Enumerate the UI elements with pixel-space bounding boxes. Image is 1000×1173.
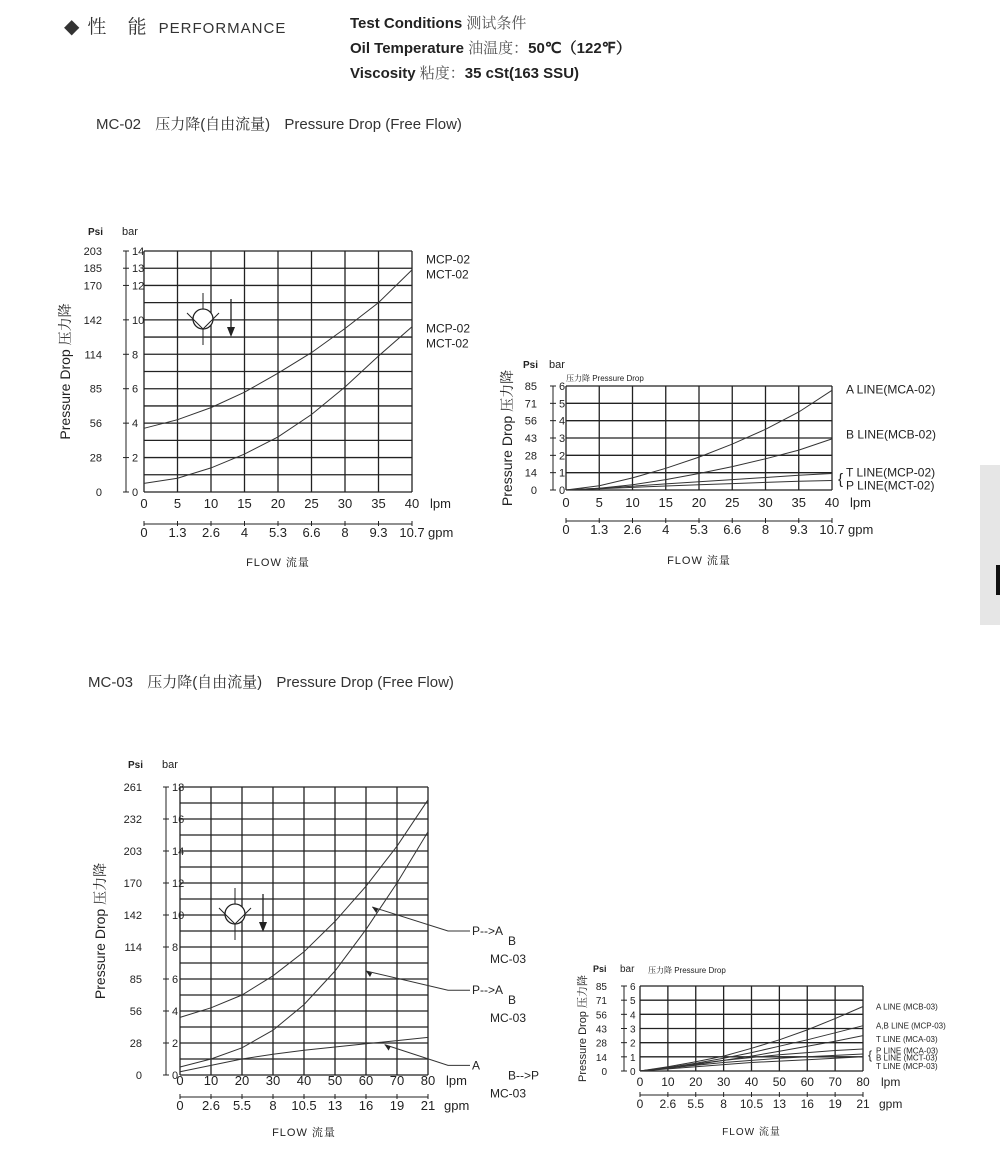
- x-tick-label-lpm: 20: [691, 495, 707, 510]
- x-axis-title: FLOW 流量: [272, 1127, 336, 1139]
- x-tick-label-lpm: 25: [304, 496, 319, 511]
- series-label: B LINE (MCT-03): [876, 1053, 938, 1063]
- series-label: P LINE(MCT-02): [846, 478, 935, 493]
- y-tick-label-bar: 6: [172, 974, 179, 986]
- y-tick-label-psi: 203: [83, 246, 102, 258]
- x-tick-label-lpm: 10: [203, 1073, 219, 1088]
- x-tick-label-gpm: 4: [240, 525, 249, 540]
- x-tick-label-gpm: 0: [176, 1098, 184, 1113]
- y-tick-label-bar: 4: [559, 415, 566, 428]
- x-unit-lpm: lpm: [446, 1073, 467, 1088]
- annotation-model: MC-03: [490, 952, 527, 966]
- y-tick-label-bar: 10: [172, 910, 185, 922]
- y-tick-label-psi: 71: [524, 398, 537, 411]
- x-tick-label-gpm: 5.3: [689, 522, 709, 537]
- annotation-label-b: B: [508, 934, 517, 948]
- series-label: B LINE(MCB-02): [846, 427, 937, 442]
- y-tick-label-psi: 14: [524, 467, 537, 480]
- annotation-label-b: B: [508, 993, 517, 1008]
- series-label: A LINE(MCA-02): [846, 382, 936, 397]
- chart-mc03-main: [92, 759, 539, 1139]
- brace-icon: {: [838, 471, 844, 489]
- series-label: MCT-02: [426, 336, 469, 351]
- x-tick-label-lpm: 5: [173, 496, 182, 511]
- section-en: Pressure Drop (Free Flow): [284, 116, 462, 133]
- y-unit-bar: bar: [162, 759, 178, 771]
- brace-icon: {: [868, 1048, 873, 1062]
- series-label: A,B LINE (MCP-03): [876, 1021, 946, 1031]
- chart-subtitle: 压力降 Pressure Drop: [566, 374, 644, 383]
- x-tick-label-lpm: 0: [176, 1073, 184, 1088]
- y-tick-label-bar: 2: [559, 450, 566, 463]
- x-tick-label-lpm: 0: [636, 1075, 644, 1089]
- section-model: MC-03: [88, 674, 134, 691]
- x-tick-label-gpm: 5.5: [232, 1098, 252, 1113]
- x-tick-label-lpm: 20: [689, 1075, 703, 1089]
- annotation-leader: [366, 971, 470, 990]
- x-tick-label-gpm: 10.5: [739, 1097, 764, 1111]
- x-tick-label-lpm: 40: [744, 1075, 759, 1089]
- x-tick-label-gpm: 10.5: [291, 1098, 317, 1113]
- x-tick-label-lpm: 20: [234, 1073, 250, 1088]
- series-label: A LINE (MCB-03): [876, 1002, 938, 1012]
- y-tick-label-bar: 4: [132, 418, 139, 431]
- series-label: T LINE (MCP-03): [876, 1062, 938, 1072]
- x-tick-label-gpm: 10.7: [819, 522, 845, 537]
- y-tick-label-psi: 0: [601, 1067, 607, 1078]
- x-tick-label-lpm: 80: [420, 1073, 436, 1088]
- y-tick-label-bar: 5: [630, 996, 636, 1008]
- y-tick-label-psi: 114: [124, 942, 142, 954]
- y-unit-psi: Psi: [88, 227, 104, 238]
- section-cn: 压力降(自由流量): [155, 116, 271, 133]
- x-unit-gpm: gpm: [444, 1098, 470, 1113]
- y-tick-label-bar: 1: [559, 467, 566, 480]
- y-tick-label-bar: 0: [132, 487, 139, 499]
- x-tick-label-lpm: 0: [562, 495, 570, 510]
- y-tick-label-bar: 6: [559, 381, 566, 393]
- x-unit-gpm: gpm: [879, 1097, 903, 1111]
- y-tick-label-psi: 28: [524, 450, 537, 463]
- x-tick-label-gpm: 5.5: [687, 1097, 705, 1111]
- x-tick-label-gpm: 1.3: [590, 522, 609, 537]
- x-tick-label-lpm: 20: [270, 496, 286, 511]
- y-tick-label-psi: 14: [595, 1052, 607, 1064]
- y-tick-label-psi: 261: [123, 782, 142, 794]
- chart-mc02-main: [57, 226, 470, 569]
- x-tick-label-lpm: 30: [758, 495, 773, 510]
- x-tick-label-gpm: 19: [828, 1097, 842, 1111]
- y-tick-label-bar: 0: [630, 1067, 636, 1078]
- y-tick-label-bar: 18: [172, 782, 185, 794]
- x-tick-label-gpm: 8: [341, 525, 349, 540]
- y-tick-label-psi: 28: [595, 1038, 607, 1050]
- x-tick-label-lpm: 10: [625, 495, 640, 510]
- heading-cn: 性 能: [87, 17, 155, 38]
- x-tick-label-gpm: 9.3: [789, 522, 808, 537]
- chart-mc02-lines: [499, 359, 936, 567]
- y-tick-label-bar: 5: [559, 398, 566, 411]
- x-tick-label-lpm: 25: [725, 495, 740, 510]
- x-tick-label-lpm: 35: [791, 495, 806, 510]
- y-tick-label-bar: 8: [172, 942, 179, 954]
- x-axis-title: FLOW 流量: [246, 557, 310, 569]
- y-tick-label-bar: 16: [172, 814, 185, 826]
- x-tick-label-gpm: 2.6: [201, 1098, 221, 1113]
- y-tick-label-psi: 56: [524, 415, 537, 428]
- page-edge-tab: [980, 465, 1000, 625]
- x-tick-label-lpm: 40: [404, 496, 420, 511]
- check-valve-icon: [193, 309, 213, 329]
- y-tick-label-bar: 12: [132, 280, 145, 293]
- annotation-model: MC-03: [490, 1011, 527, 1026]
- y-unit-bar: bar: [549, 359, 565, 371]
- page-edge-marker: [996, 565, 1000, 595]
- annotation-leader: [372, 907, 470, 931]
- x-tick-label-lpm: 35: [371, 496, 386, 511]
- series-label: T LINE (MCA-03): [876, 1035, 938, 1045]
- oil-temperature-label: Oil Temperature: [350, 40, 464, 57]
- check-valve-icon: [225, 904, 245, 924]
- section-cn: 压力降(自由流量): [147, 674, 263, 691]
- x-tick-label-gpm: 0: [636, 1097, 644, 1111]
- y-tick-label-bar: 4: [172, 1006, 179, 1018]
- y-tick-label-psi: 85: [129, 974, 142, 986]
- x-tick-label-gpm: 0: [140, 525, 148, 540]
- x-tick-label-gpm: 2.6: [623, 522, 642, 537]
- viscosity-cn: 粘度：: [419, 65, 465, 82]
- x-axis-title: FLOW 流量: [722, 1127, 781, 1138]
- y-tick-label-psi: 85: [524, 381, 537, 393]
- y-tick-label-psi: 71: [595, 996, 607, 1008]
- x-tick-label-gpm: 2.6: [659, 1097, 677, 1111]
- y-tick-label-psi: 170: [123, 878, 142, 890]
- y-tick-label-psi: 28: [129, 1038, 142, 1050]
- y-tick-label-bar: 4: [630, 1010, 636, 1022]
- oil-temperature-cn: 油温度：: [468, 40, 529, 57]
- y-tick-label-psi: 56: [595, 1010, 607, 1022]
- chart-mc03-lines: [575, 964, 946, 1138]
- x-tick-label-lpm: 60: [358, 1073, 374, 1088]
- x-tick-label-gpm: 6.6: [723, 522, 742, 537]
- y-tick-label-psi: 43: [595, 1024, 607, 1036]
- x-tick-label-gpm: 19: [389, 1098, 405, 1113]
- annotation-label-b: B-->P: [508, 1068, 540, 1083]
- x-tick-label-lpm: 15: [658, 495, 673, 510]
- y-tick-label-bar: 6: [132, 383, 139, 396]
- x-tick-label-lpm: 60: [800, 1075, 814, 1089]
- x-tick-label-lpm: 5: [595, 495, 603, 510]
- series-label: MCT-02: [426, 267, 469, 282]
- y-axis-title: Pressure Drop 压力降: [57, 303, 73, 440]
- series-label: MCP-02: [426, 321, 471, 336]
- y-tick-label-bar: 3: [559, 433, 566, 445]
- section-model: MC-02: [96, 116, 142, 133]
- x-unit-gpm: gpm: [428, 525, 454, 540]
- x-tick-label-lpm: 70: [828, 1075, 842, 1089]
- annotation-label: P-->A: [472, 924, 504, 938]
- y-tick-label-bar: 2: [172, 1038, 179, 1050]
- y-tick-label-bar: 13: [132, 263, 145, 276]
- x-axis-title: FLOW 流量: [667, 555, 731, 567]
- y-tick-label-psi: 85: [89, 383, 102, 396]
- annotation-label: P-->A: [472, 983, 504, 998]
- y-tick-label-psi: 142: [83, 314, 102, 327]
- y-tick-label-psi: 28: [89, 452, 102, 465]
- x-tick-label-lpm: 15: [237, 496, 252, 511]
- y-axis-title: Pressure Drop 压力降: [92, 862, 108, 1000]
- x-tick-label-lpm: 10: [661, 1075, 675, 1089]
- x-tick-label-lpm: 30: [716, 1075, 731, 1089]
- x-tick-label-lpm: 40: [296, 1073, 312, 1088]
- x-tick-label-lpm: 50: [772, 1075, 787, 1089]
- x-tick-label-gpm: 10.7: [399, 525, 425, 540]
- x-tick-label-gpm: 0: [562, 522, 570, 537]
- y-tick-label-bar: 10: [132, 314, 145, 327]
- x-tick-label-gpm: 21: [856, 1097, 870, 1111]
- y-tick-label-bar: 14: [172, 846, 185, 858]
- viscosity-value: 35 cSt(163 SSU): [464, 65, 580, 82]
- y-unit-psi: Psi: [523, 360, 539, 371]
- y-tick-label-psi: 56: [89, 418, 102, 431]
- y-tick-label-bar: 2: [132, 452, 139, 465]
- y-tick-label-psi: 142: [123, 910, 142, 922]
- x-tick-label-gpm: 5.3: [268, 525, 288, 540]
- series-label: MCP-02: [426, 252, 471, 267]
- series-label: T LINE(MCP-02): [846, 465, 936, 480]
- x-tick-label-lpm: 40: [824, 495, 840, 510]
- x-unit-lpm: lpm: [430, 496, 451, 511]
- y-unit-psi: Psi: [593, 964, 607, 974]
- annotation-label: A: [472, 1058, 481, 1073]
- chart-subtitle: 压力降 Pressure Drop: [648, 966, 726, 975]
- x-tick-label-gpm: 16: [800, 1097, 814, 1111]
- y-tick-label-bar: 14: [132, 246, 145, 258]
- annotation-model: MC-03: [490, 1086, 527, 1101]
- viscosity-label: Viscosity: [350, 65, 416, 82]
- x-tick-label-gpm: 2.6: [201, 525, 221, 540]
- x-unit-lpm: lpm: [850, 495, 871, 510]
- y-tick-label-psi: 85: [595, 982, 607, 993]
- x-tick-label-gpm: 8: [269, 1098, 277, 1113]
- x-tick-label-lpm: 70: [389, 1073, 405, 1088]
- y-tick-label-psi: 232: [123, 814, 142, 826]
- y-tick-label-bar: 6: [630, 982, 636, 993]
- section-en: Pressure Drop (Free Flow): [276, 674, 454, 691]
- y-tick-label-bar: 1: [630, 1052, 636, 1064]
- y-tick-label-psi: 0: [135, 1070, 142, 1082]
- x-tick-label-gpm: 4: [662, 522, 670, 537]
- y-tick-label-bar: 12: [172, 878, 185, 890]
- y-axis-title: Pressure Drop 压力降: [499, 369, 515, 507]
- x-tick-label-lpm: 0: [140, 496, 148, 511]
- x-tick-label-gpm: 21: [420, 1098, 436, 1113]
- x-tick-label-lpm: 50: [327, 1073, 343, 1088]
- y-tick-label-bar: 3: [630, 1024, 636, 1036]
- x-tick-label-gpm: 13: [772, 1097, 787, 1111]
- y-tick-label-psi: 43: [524, 433, 537, 445]
- y-tick-label-psi: 185: [83, 263, 102, 276]
- y-tick-label-bar: 0: [172, 1070, 179, 1082]
- y-tick-label-bar: 2: [630, 1038, 636, 1050]
- x-tick-label-gpm: 9.3: [369, 525, 388, 540]
- flow-arrowhead-icon: [227, 327, 235, 337]
- y-axis-title: Pressure Drop 压力降: [577, 975, 589, 1082]
- x-tick-label-gpm: 8: [761, 522, 770, 537]
- x-tick-label-lpm: 10: [203, 496, 219, 511]
- x-unit-gpm: gpm: [848, 522, 874, 537]
- x-tick-label-gpm: 6.6: [302, 525, 321, 540]
- x-tick-label-lpm: 80: [856, 1075, 870, 1089]
- y-tick-label-psi: 203: [123, 846, 142, 858]
- x-tick-label-gpm: 1.3: [168, 525, 187, 540]
- x-tick-label-gpm: 16: [358, 1098, 374, 1113]
- y-tick-label-psi: 0: [530, 485, 537, 497]
- y-unit-bar: bar: [620, 964, 635, 975]
- series-label: P LINE (MCA-03): [876, 1046, 939, 1056]
- heading-en: PERFORMANCE: [158, 20, 287, 37]
- y-tick-label-psi: 114: [84, 349, 102, 362]
- y-tick-label-psi: 170: [83, 280, 102, 293]
- x-tick-label-lpm: 30: [337, 496, 353, 511]
- oil-temperature-value: 50℃（122℉）: [528, 40, 631, 57]
- test-conditions-label: Test Conditions: [350, 15, 463, 32]
- x-unit-lpm: lpm: [881, 1075, 901, 1089]
- diamond-icon: ◆: [64, 16, 80, 38]
- test-conditions-cn: 测试条件: [466, 15, 527, 32]
- y-unit-psi: Psi: [128, 760, 144, 771]
- y-tick-label-psi: 56: [129, 1006, 142, 1018]
- y-tick-label-bar: 8: [132, 349, 139, 362]
- y-tick-label-bar: 0: [559, 485, 566, 497]
- y-unit-bar: bar: [122, 226, 138, 238]
- x-tick-label-lpm: 30: [265, 1073, 281, 1088]
- x-tick-label-gpm: 8: [720, 1097, 727, 1111]
- x-tick-label-gpm: 13: [327, 1098, 343, 1113]
- y-tick-label-psi: 0: [95, 487, 102, 499]
